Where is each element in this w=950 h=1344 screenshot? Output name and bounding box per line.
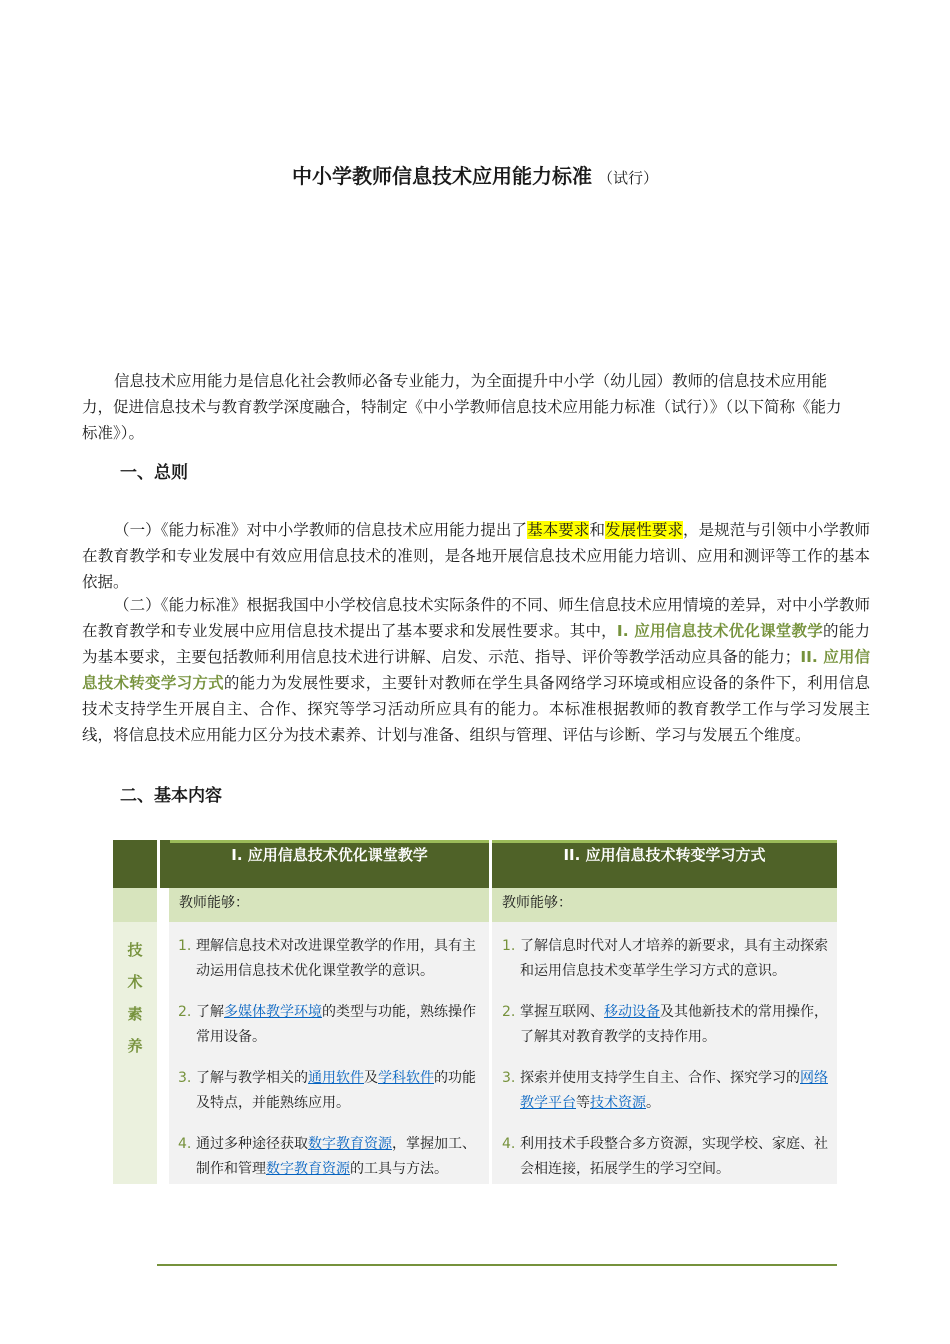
link-online-platform[interactable]: 网络教学平台 — [520, 1070, 828, 1111]
item-text-pre: 通过多种途径获取 — [196, 1136, 308, 1152]
subrow-separator — [157, 888, 169, 922]
item-text-post: 及其他新技术的常用操作，了解其对教育教学的支持作用。 — [520, 1004, 828, 1045]
col2-item-4 — [502, 1132, 832, 1182]
item-text: 利用技术手段整合多方资源，实现学校、家庭、社会相连接，拓展学生的学习空间。 — [520, 1136, 828, 1177]
category-char: 素 — [127, 1005, 143, 1023]
column-header-optimize-teaching: I. 应用信息技术优化课堂教学 — [231, 846, 428, 864]
category-char: 养 — [127, 1037, 143, 1055]
col1-item-4 — [178, 1132, 483, 1182]
link-digital-resources-2[interactable]: 数字教育资源 — [266, 1161, 350, 1177]
item-text — [502, 1000, 832, 1050]
category-label-tech-literacy — [113, 934, 157, 1062]
item-text-mid: 等 — [576, 1095, 590, 1111]
body-separator — [157, 922, 169, 1184]
item-text — [502, 1066, 832, 1116]
general-paragraph-2 — [82, 592, 870, 748]
p2-text-before: （二）《能力标准》根据我国中小学校信息技术实际条件的不同、师生信息技术应用情境的差异，对中小学教师在教育教学和专业发展中应用信息技术提出了基本要求和发展性要求。其中， — [82, 596, 870, 640]
col1-item-2 — [178, 1000, 483, 1050]
item-text-post: 的工具与方法。 — [350, 1161, 448, 1177]
col2-item-1 — [502, 934, 832, 984]
item-number: 1. — [178, 938, 192, 954]
category-cell — [113, 922, 157, 1184]
item-text: 了解信息时代对人才培养的新要求，具有主动探索和运用信息技术变革学生学习方式的意识。 — [520, 938, 828, 979]
table-body-tech-literacy — [113, 922, 837, 1184]
category-char: 技 — [127, 941, 143, 959]
item-number: 2. — [178, 1004, 192, 1020]
item-text-post: 。 — [646, 1095, 660, 1111]
title-sub: （试行） — [597, 169, 658, 187]
green-term-optimize-teaching: I. 应用信息技术优化课堂教学 — [616, 622, 824, 640]
col2-subheader: 教师能够： — [502, 895, 572, 911]
col1-subheader: 教师能够： — [179, 895, 249, 911]
header-separator — [157, 840, 160, 888]
item-number: 2. — [502, 1004, 516, 1020]
col2-item-2 — [502, 1000, 832, 1050]
general-paragraph-1 — [82, 517, 870, 595]
item-number: 1. — [502, 938, 516, 954]
p2-text-mid: 的能力为基本要求，主要包括教师利用信息技术进行讲解、启发、示范、指导、评价等教学活动应具备的能力； — [82, 622, 870, 666]
item-number: 4. — [502, 1136, 516, 1152]
link-general-software[interactable]: 通用软件 — [308, 1070, 364, 1086]
table-header-row — [113, 840, 837, 888]
green-term-transform-learning: II. 应用信息技术转变学习方式 — [82, 648, 870, 692]
link-multimedia-environment[interactable]: 多媒体教学环境 — [224, 1004, 322, 1020]
link-tech-resources[interactable]: 技术资源 — [590, 1095, 646, 1111]
item-text-pre: 掌握互联网、 — [520, 1004, 604, 1020]
category-char: 术 — [127, 973, 143, 991]
link-subject-software[interactable]: 学科软件 — [378, 1070, 434, 1086]
section-heading-general: 一、总则 — [120, 463, 188, 483]
body-separator — [489, 922, 492, 1184]
p1-text-mid: 和 — [589, 521, 606, 539]
item-text-pre: 探索并使用支持学生自主、合作、探究学习的 — [520, 1070, 800, 1086]
item-text-post: 的类型与功能，熟练操作常用设备。 — [196, 1004, 476, 1045]
header-empty-cell — [113, 840, 157, 888]
document-title — [0, 160, 950, 189]
col2-item-3 — [502, 1066, 832, 1116]
item-text — [178, 1132, 483, 1182]
section-heading-basic-content: 二、基本内容 — [120, 786, 222, 806]
intro-paragraph — [82, 368, 870, 446]
table-bottom-border — [157, 1264, 837, 1266]
intro-line-2: 力，促进信息技术与教育教学深度融合，特制定《中小学教师信息技术应用能力标准（试行）》（以下简称《能力 — [82, 398, 842, 416]
item-text-post: 的功能及特点，并能熟练应用。 — [196, 1070, 476, 1111]
table-subheader-row — [113, 888, 837, 922]
item-number: 3. — [502, 1070, 516, 1086]
intro-line-3: 标准》）。 — [82, 424, 145, 442]
link-digital-resources[interactable]: 数字教育资源 — [308, 1136, 392, 1152]
col1-item-3 — [178, 1066, 483, 1116]
item-number: 4. — [178, 1136, 192, 1152]
item-text: 理解信息技术对改进课堂教学的作用，具有主动运用信息技术优化课堂教学的意识。 — [196, 938, 476, 979]
highlight-development-requirement: 发展性要求 — [605, 521, 683, 539]
item-text-pre: 了解 — [196, 1004, 224, 1020]
item-text-mid: 及 — [364, 1070, 378, 1086]
column-header-transform-learning: II. 应用信息技术转变学习方式 — [563, 846, 766, 864]
item-text-pre: 了解与教学相关的 — [196, 1070, 308, 1086]
intro-line-1: 信息技术应用能力是信息化社会教师必备专业能力，为全面提升中小学（幼儿园）教师的信息技术应用能 — [114, 372, 828, 390]
col1-item-1 — [178, 934, 483, 984]
p2-text-after: 的能力为发展性要求，主要针对教师在学生具备网络学习环境或相应设备的条件下，利用信息技术支持学生开展自主、合作、探究等学习活动所应具有的能力。本标准根据教师的教育教学工作与学习发展主线，将信息技术应用能力区分为技术素养、计划与准备、组织与管理、评估与诊断、学习与发展五个维度。 — [82, 674, 870, 744]
item-text-mid: ，掌握加工、制作和管理 — [196, 1136, 476, 1177]
p1-text-before: （一）《能力标准》对中小学教师的信息技术应用能力提出了 — [114, 521, 528, 539]
highlight-basic-requirement: 基本要求 — [527, 521, 590, 539]
p1-text-after: ，是规范与引领中小学教师在教育教学和专业发展中有效应用信息技术的准则，是各地开展信息技术应用能力培训、应用和测评等工作的基本依据。 — [82, 521, 870, 591]
title-main: 中小学教师信息技术应用能力标准 — [291, 164, 592, 188]
item-text — [178, 1066, 483, 1116]
item-text — [178, 1000, 483, 1050]
item-number: 3. — [178, 1070, 192, 1086]
link-mobile-devices[interactable]: 移动设备 — [604, 1004, 660, 1020]
